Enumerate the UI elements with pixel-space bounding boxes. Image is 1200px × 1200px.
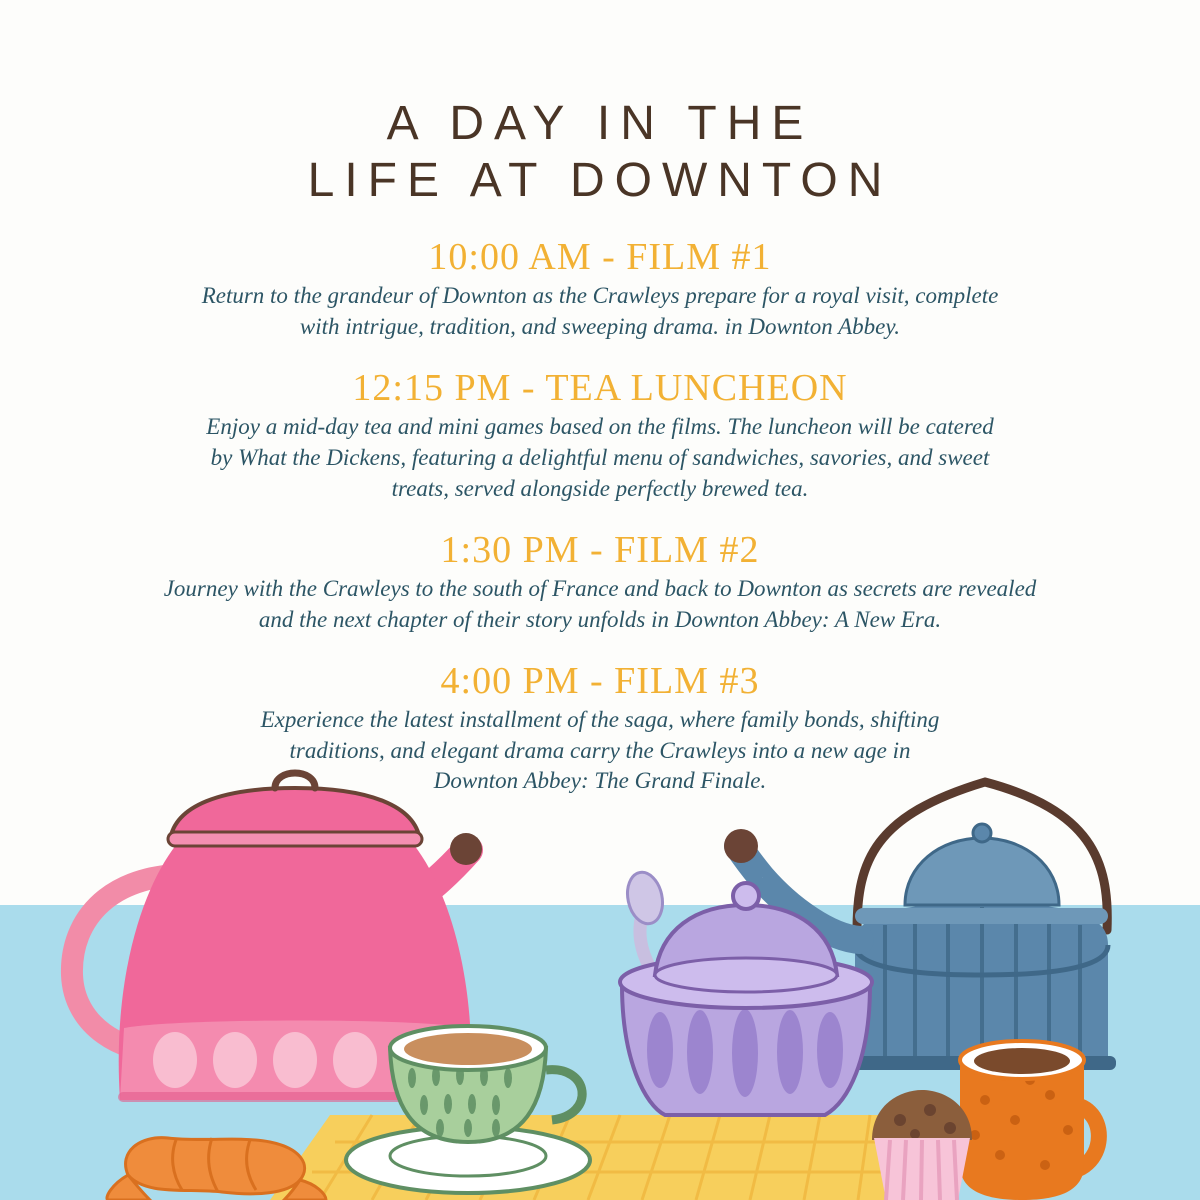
page-title bbox=[0, 96, 1200, 209]
schedule-item-time: 12:15 PM - TEA LUNCHEON bbox=[352, 367, 848, 410]
schedule-item bbox=[95, 235, 1105, 342]
tea-table-illustration bbox=[0, 760, 1200, 1200]
schedule-item-description: Journey with the Crawleys to the south of France and back to Downton as secrets are revealed and the next chapter of their story unfolds in Downton Abbey: A New Era. bbox=[163, 576, 1037, 632]
schedule-item-time: 1:30 PM - FILM #2 bbox=[440, 529, 760, 572]
schedule-item-description: Enjoy a mid-day tea and mini games based on the films. The luncheon will be catered by What the Dickens, featuring a delightful menu of sandwiches, savories, and sweet treats, served alongside perfectly brewed tea. bbox=[206, 414, 994, 501]
schedule-item bbox=[95, 659, 1105, 797]
schedule-item-time: 10:00 AM - FILM #1 bbox=[428, 236, 772, 279]
schedule-list bbox=[95, 235, 1105, 797]
schedule-item-description: Experience the latest installment of the saga, where family bonds, shifting traditions, and elegant drama carry the Crawleys into a new age in Downton Abbey: The Grand Finale. bbox=[260, 707, 940, 794]
title-line-2: LIFE AT DOWNTON bbox=[307, 153, 893, 207]
orange-mug bbox=[960, 1041, 1099, 1200]
schedule-item-description: Return to the grandeur of Downton as the Crawleys prepare for a royal visit, complete with intrigue, tradition, and sweeping drama. in Downton Abbey. bbox=[201, 283, 999, 339]
muffin bbox=[872, 1090, 972, 1200]
schedule-item bbox=[95, 366, 1105, 504]
title-line-1: A DAY IN THE bbox=[386, 97, 814, 150]
schedule-item bbox=[95, 528, 1105, 635]
schedule-item-time: 4:00 PM - FILM #3 bbox=[440, 660, 760, 703]
